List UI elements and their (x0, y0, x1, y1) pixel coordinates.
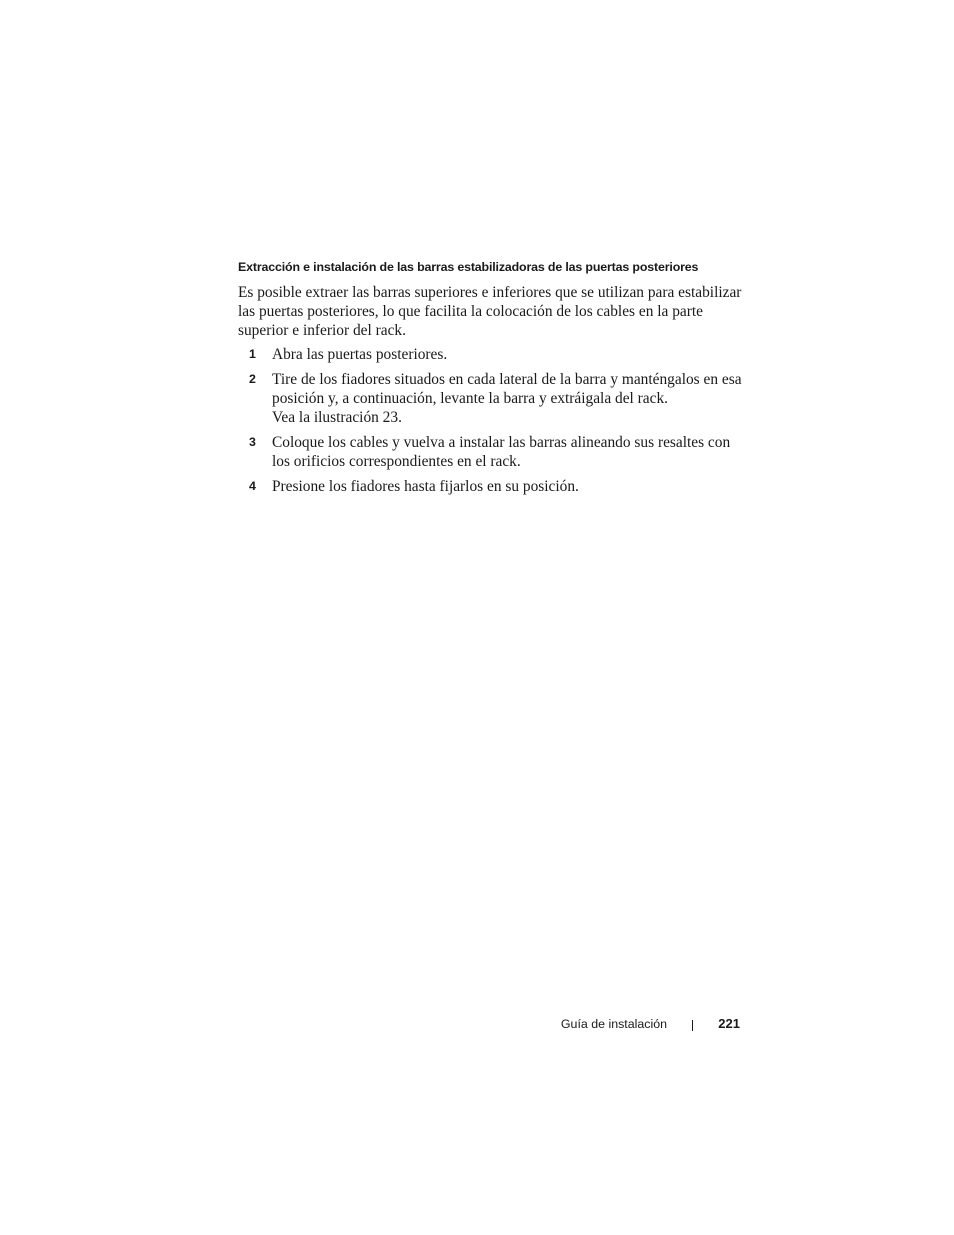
step-number: 1 (249, 347, 256, 361)
step-text: Presione los fiadores hasta fijarlos en su posición. (272, 478, 579, 495)
step-figure-reference: Vea la ilustración 23. (272, 409, 402, 426)
step-item (238, 370, 748, 427)
step-text: Coloque los cables y vuelva a instalar las barras alineando sus resaltes con los orificios correspondientes en el rack. (272, 434, 731, 470)
step-text: Abra las puertas posteriores. (272, 346, 448, 363)
footer-divider (692, 1020, 693, 1031)
step-text: Tire de los fiadores situados en cada lateral de la barra y manténgalos en esa posición y, a continuación, levante la barra y extráigala del rack. (272, 371, 742, 407)
page-footer (0, 1015, 954, 1035)
step-item (238, 433, 748, 471)
step-number: 2 (249, 372, 256, 386)
page-number: 221 (718, 1016, 740, 1031)
footer-document-title: Guía de instalación (560, 1017, 667, 1031)
step-number: 3 (249, 435, 256, 449)
section-heading: Extracción e instalación de las barras estabilizadoras de las puertas posteriores (238, 260, 699, 274)
intro-paragraph: Es posible extraer las barras superiores e inferiores que se utilizan para estabilizar las puertas posteriores, lo que facilita la colocación de los cables en la parte superior e inferior del rack. (238, 284, 742, 339)
step-number: 4 (249, 479, 256, 493)
step-item (238, 345, 748, 364)
step-item (238, 477, 748, 496)
steps-list (238, 345, 748, 502)
